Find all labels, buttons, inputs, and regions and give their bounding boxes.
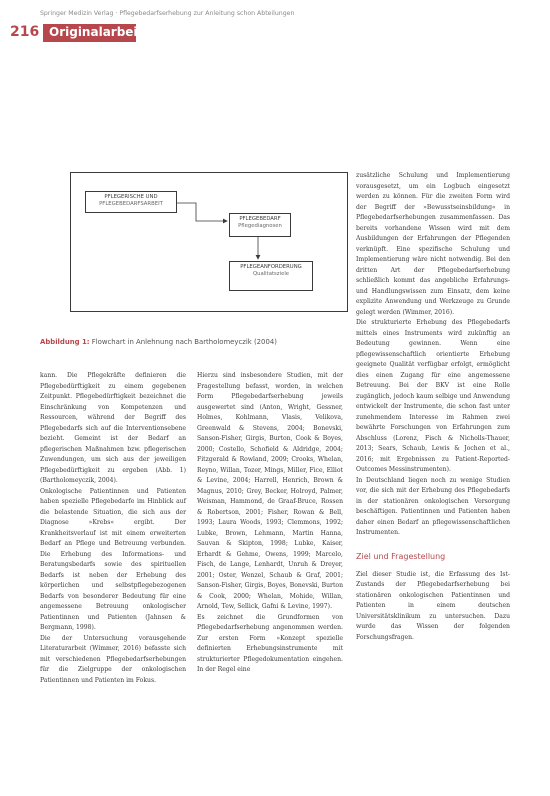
body-column-1	[40, 371, 186, 686]
node-pflegeanforderung	[229, 261, 313, 291]
page-number: 216	[10, 24, 40, 40]
node-subtitle: Pflegediagnosen	[238, 223, 282, 229]
paragraph: Es zeichnet die Grundformen von Pflegebedarfserhebung angenommen werden. Zur ersten Form »Konzept spezielle definierten Erhebungsinstrumente mit strukturierter Pflegedokumentation eingehen. In der Regel eine	[197, 613, 343, 673]
flowchart-figure	[70, 172, 348, 312]
node-subtitle: Qualitatsziele	[252, 271, 290, 277]
body-column-3	[356, 171, 510, 643]
running-head: Springer Medizin Verlag · Pflegebedarfserhebung zur Anleitung schon Abteilungen	[40, 10, 295, 17]
caption-label: Abbildung 1:	[40, 338, 90, 346]
body-column-2	[197, 371, 343, 676]
paragraph: kann. Die Pflegekräfte definieren die Pflegebedürftigkeit zu einem gegebenen Zeitpunkt. Pflegebedürftigkeit bezeichnet die Einschränkung von Kompetenzen und Ressourcen, während der Begriff des Pflegebedarfs sich auf die Interventionsebene bezieht. Gemeint ist der Bedarf an pflegerischen Maßnahmen bzw. pflegerischen Zuwendungen, um sich aus der jeweiligen Pflegebedürftigkeit zu ergeben (Abb. 1) (Bartholomeyczik, 2004).	[40, 372, 186, 484]
paragraph: In Deutschland liegen noch zu wenige Studien vor, die sich mit der Erhebung des Pflegebedarfs in der stationären onkologischen Versorgung beschäftigen. Patientinnen und Patienten haben daher einen Bedarf an pflegewissenschaftlichen Instrumenten.	[356, 476, 510, 536]
node-title: PFLEGERISCHE UND	[104, 194, 158, 200]
paragraph: Hierzu sind insbesondere Studien, mit der Fragestellung befasst, worden, in welchen Form Pflegebedarfserhebung jeweils ausgewertet sind (Anton, Wright, Gessner, Holmes, Kohlmann, Vlasis, Velikova, Greenwald & Stevens, 2004; Bonevski, Sanson-Fisher, Girgis, Burton, Cook & Boyes, 2000; Costello, Schofield & Aldridge, 2004; Fitzgerald & Rowland, 2009; Crooks, Whelan, Reyno, Willan, Tozer, Mings, Miller, Fice, Elliot & Levine, 2004; Harrell, Henrich, Brown & Magnus, 2010; Grey, Becker, Holroyd, Palmer, Weisman, Hammond, de Graaf-Bruce, Rossen & Robertson, 2001; Fisher, Rowan & Bell, 1993; Laura Woods, 1993; Clemmons, 1992; Lubke, Brown, Lehmann, Martin Hanna, Sauvan & Skipton, 1998; Lubke, Kaiser, Erhardt & Gehme, Owens, 1999; Marcelo, Fisch, de Lange, Lenhardt, Unruh & Dreyer, 2001; Oster, Wenzel, Schaub & Graf, 2001; Sanson-Fisher, Girgis, Boyes, Bonevski, Burton & Cook, 2000; Whelan, Mohide, Willan, Arnold, Tew, Sellick, Gafni & Levine, 1997).	[197, 372, 343, 610]
node-pflegebedarf	[229, 213, 291, 237]
paragraph: zusätzliche Schulung und Implementierung vorausgesetzt, um ein Logbuch eingesetzt werden zu können. Für die zweiten Form wird der Begriff der »Bewusstseinsbildung« in Pflegebedarfserhebungen zusammenfassen. Das bereits vorhandene Wissen wird mit dem Ausbildungen der Erfahrungen der Pflegenden verknüpft. Eine spezifische Schulung und Implementierung wäre nicht notwendig. Bei den dritten Art der Pflegebedarfserhebung schließlich kommt das angebliche Erfahrungs- und Handlungswissen zum Einsatz, dem keine explizite Anwendung und Werkzeuge zu Grunde gelegt werden (Wimmer, 2016).	[356, 172, 510, 316]
paragraph: Onkologische Patientinnen und Patienten haben spezielle Pflegebedarfe im Hinblick auf die belastende Situation, die sich aus der Diagnose »Krebs« ergibt. Der Krankheitsverlauf ist mit einem erweiterten Bedarf an Pflege und Betreuung verbunden. Die Erhebung des Informations- und Beratungsbedarfs sowie des spirituellen Bedarfs ist neben der Erhebung des körperlichen und selbstpflegebezogenen Bedarfs von besonderer Bedeutung für eine angemessene Betreuung onkologischer Patientinnen und Patienten (Jahnsen & Bergmann, 1998).	[40, 487, 186, 631]
caption-text: Flowchart in Anlehnung nach Bartholomeyczik (2004)	[91, 338, 277, 346]
figure-caption	[40, 338, 350, 346]
node-subtitle: PFLEGEBEDARFSARBEIT	[99, 201, 163, 207]
node-title: PFLEGEBEDARF	[239, 216, 281, 222]
section-heading: Ziel und Fragestellung	[356, 551, 446, 561]
paragraph: Die strukturierte Erhebung des Pflegebedarfs mittels eines Instruments wird zukünftig an Bedeutung gewinnen. Wenn eine pflegewissenschaftlich orientierte Erhebung geeignete Qualität verfügbar erfolgt, ermöglicht dies einen Zugang für eine angemessene Betreuung. Bei der BKV ist eine Rolle zugänglich, jedoch kaum selbige und Anwendung entwickelt der Instrumente, die schon fast unter zunehmendem Interesse im Rahmen zwei bewährte Forschungen von Erfahrungen zum Abschluss (Lorenz, Fisch & Nicholls-Thauer, 2013; Sears, Schaub, Lewis & Jochen et al., 2016; mit Ergebnissen zu Patient-Reported-Outcomes Messinstrumenten).	[356, 319, 510, 473]
paragraph: Ziel dieser Studie ist, die Erfassung des Ist-Zustands der Pflegebedarfserhebung bei stationären onkologischen Patientinnen und Patienten in einem deutschen Universitätsklinikum zu untersuchen. Dazu wurde das Wissen der folgenden Forschungsfragen.	[356, 570, 510, 641]
node-pflegeforschung	[85, 191, 177, 213]
paragraph: Die der Untersuchung vorausgehende Literaturarbeit (Wimmer, 2016) befasste sich mit verschiedenen Pflegebedarfserhebungen für die Zielgruppe der onkologischen Patientinnen und Patienten im Fokus.	[40, 634, 186, 684]
section-tag: Originalarbeit	[43, 24, 136, 42]
node-title: PFLEGEANFORDERUNG	[240, 264, 302, 270]
